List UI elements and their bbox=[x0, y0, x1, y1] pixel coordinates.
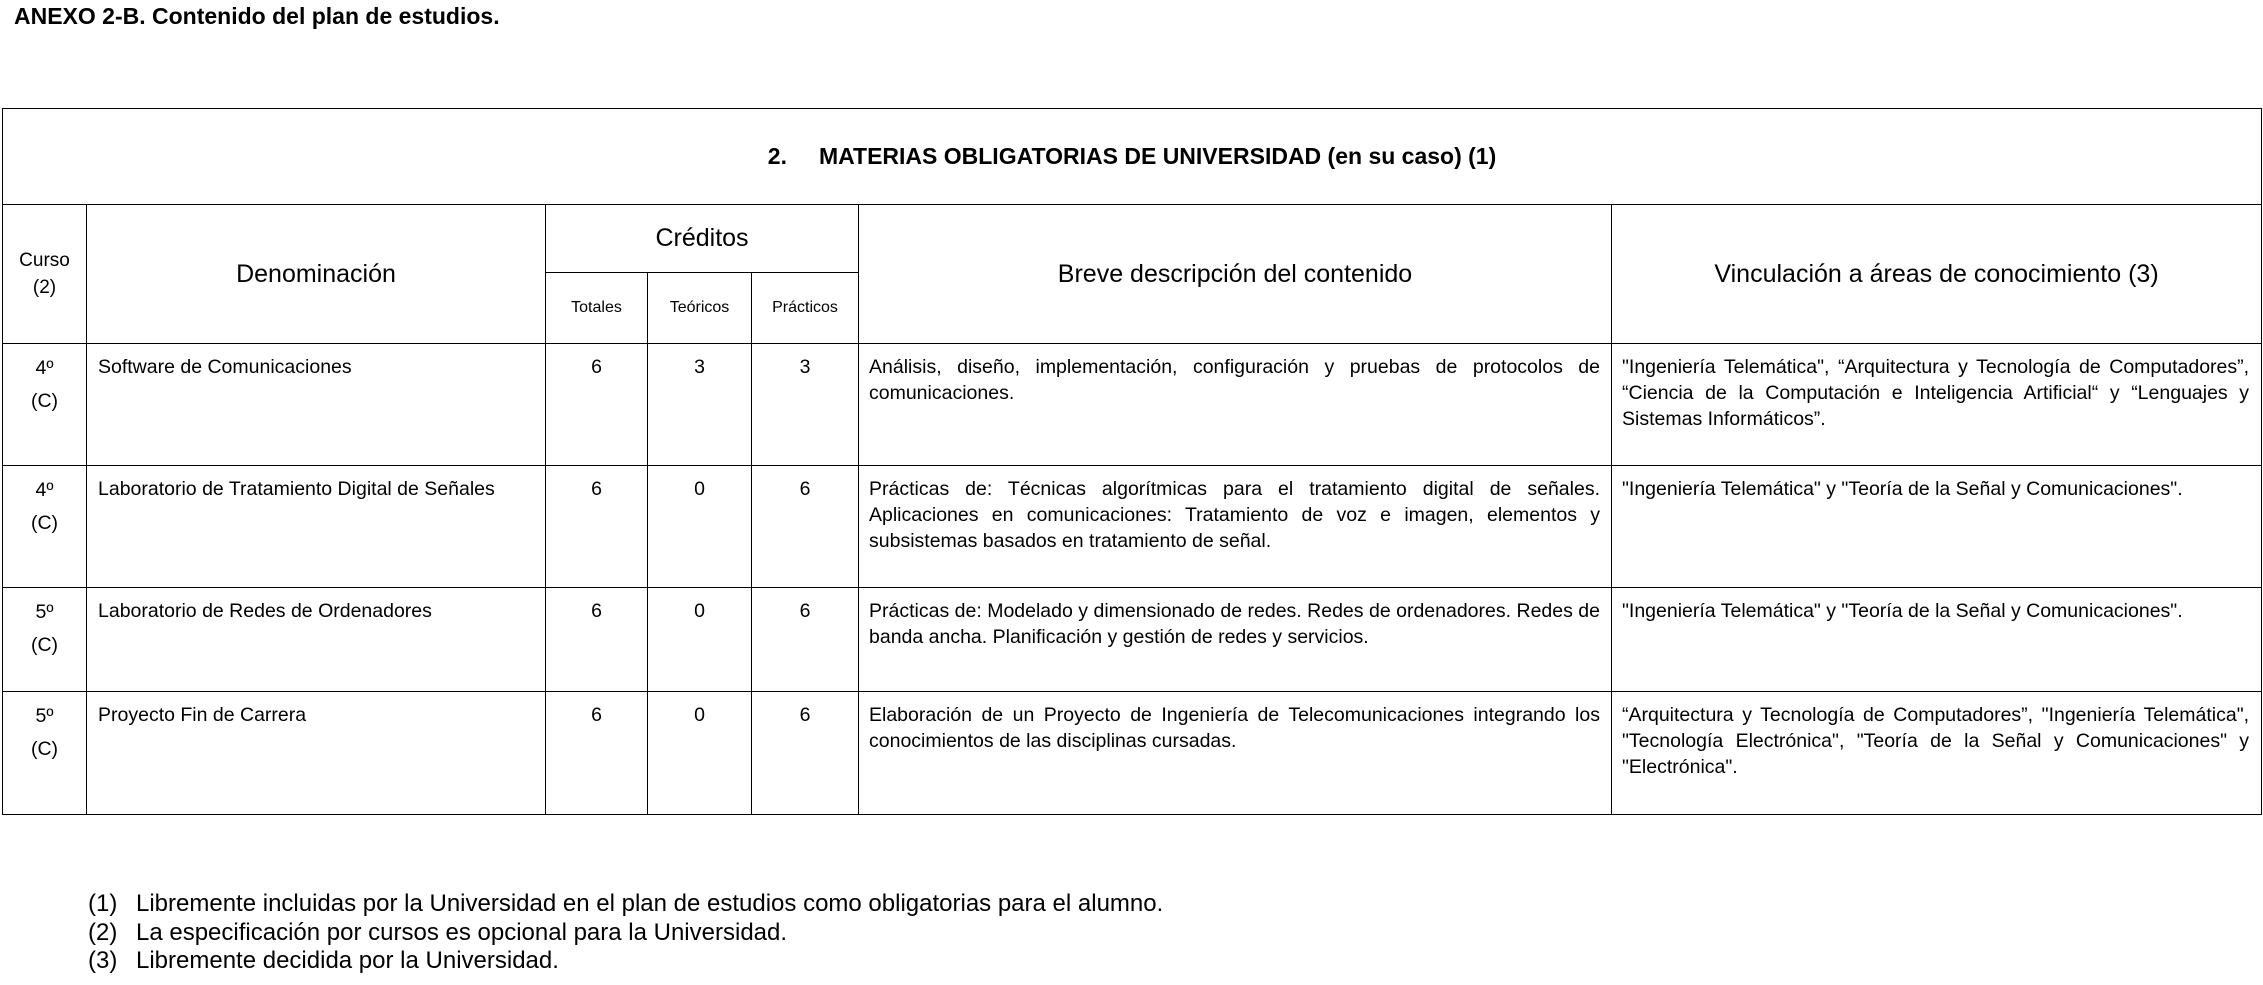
section-title bbox=[3, 109, 2262, 205]
header-totales: Totales bbox=[546, 273, 648, 344]
header-curso-label: Curso bbox=[19, 250, 70, 271]
footnote-marker: (2) bbox=[88, 918, 118, 946]
header-row bbox=[3, 205, 2262, 273]
table-row bbox=[3, 344, 2262, 466]
curso-cell bbox=[3, 588, 87, 692]
section-title-text: MATERIAS OBLIGATORIAS DE UNIVERSIDAD (en su caso) (1) bbox=[818, 143, 1497, 169]
practicos-cell: 3 bbox=[752, 344, 859, 466]
teoricos-cell: 3 bbox=[648, 344, 752, 466]
footnote bbox=[88, 890, 1163, 919]
descripcion-cell: Análisis, diseño, implementación, configuración y pruebas de protocolos de comunicaciones. bbox=[859, 344, 1612, 466]
table-row bbox=[3, 692, 2262, 815]
header-denominacion: Denominación bbox=[87, 205, 546, 344]
denominacion-cell: Laboratorio de Tratamiento Digital de Señales bbox=[87, 466, 546, 588]
teoricos-cell: 0 bbox=[648, 692, 752, 815]
footnote-text: La especificación por cursos es opcional para la Universidad. bbox=[136, 918, 788, 946]
curso-cell bbox=[3, 466, 87, 588]
curso-type: (C) bbox=[30, 738, 59, 760]
curso-type: (C) bbox=[30, 512, 59, 534]
practicos-cell: 6 bbox=[752, 692, 859, 815]
table-row bbox=[3, 466, 2262, 588]
teoricos-cell: 0 bbox=[648, 466, 752, 588]
header-vinculacion: Vinculación a áreas de conocimiento (3) bbox=[1612, 205, 2262, 344]
vinculacion-cell: "Ingeniería Telemática" y "Teoría de la Señal y Comunicaciones". bbox=[1612, 466, 2262, 588]
vinculacion-cell: “Arquitectura y Tecnología de Computadores”, "Ingeniería Telemática", "Tecnología Electrónica", "Teoría de la Señal y Comunicaciones" y "Electrónica". bbox=[1612, 692, 2262, 815]
practicos-cell: 6 bbox=[752, 466, 859, 588]
footnotes bbox=[88, 890, 1163, 976]
curso-cell bbox=[3, 344, 87, 466]
denominacion-cell: Software de Comunicaciones bbox=[87, 344, 546, 466]
header-curso-note: (2) bbox=[32, 277, 57, 298]
curso-cell bbox=[3, 692, 87, 815]
footnote-text: Libremente incluidas por la Universidad en el plan de estudios como obligatorias para el alumno. bbox=[136, 890, 1164, 917]
totales-cell: 6 bbox=[546, 692, 648, 815]
descripcion-cell: Prácticas de: Modelado y dimensionado de redes. Redes de ordenadores. Redes de banda ancha. Planificación y gestión de redes y servicios. bbox=[859, 588, 1612, 692]
footnote-marker: (3) bbox=[88, 947, 118, 974]
curso-type: (C) bbox=[30, 634, 59, 656]
header-practicos: Prácticos bbox=[752, 273, 859, 344]
descripcion-cell: Prácticas de: Técnicas algorítmicas para el tratamiento digital de señales. Aplicaciones en comunicaciones: Tratamiento de voz e imagen, elementos y subsistemas basados en tratamiento de señal. bbox=[859, 466, 1612, 588]
curriculum-table bbox=[2, 108, 2262, 815]
teoricos-cell: 0 bbox=[648, 588, 752, 692]
section-title-row bbox=[3, 109, 2262, 205]
header-teoricos: Teóricos bbox=[648, 273, 752, 344]
footnote bbox=[88, 947, 1163, 976]
denominacion-cell: Laboratorio de Redes de Ordenadores bbox=[87, 588, 546, 692]
practicos-cell: 6 bbox=[752, 588, 859, 692]
totales-cell: 6 bbox=[546, 344, 648, 466]
section-number: 2. bbox=[767, 143, 787, 169]
footnote bbox=[88, 919, 1163, 948]
descripcion-cell: Elaboración de un Proyecto de Ingeniería de Telecomunicaciones integrando los conocimientos de las disciplinas cursadas. bbox=[859, 692, 1612, 815]
totales-cell: 6 bbox=[546, 466, 648, 588]
footnote-text: Libremente decidida por la Universidad. bbox=[136, 947, 559, 974]
curso-type: (C) bbox=[30, 390, 59, 412]
curso-value: 5º bbox=[35, 601, 54, 623]
denominacion-cell: Proyecto Fin de Carrera bbox=[87, 692, 546, 815]
header-curso bbox=[3, 205, 87, 344]
vinculacion-cell: "Ingeniería Telemática", “Arquitectura y Tecnología de Computadores”, “Ciencia de la Computación e Inteligencia Artificial“ y “Lenguajes y Sistemas Informáticos”. bbox=[1612, 344, 2262, 466]
header-creditos: Créditos bbox=[546, 205, 859, 273]
totales-cell: 6 bbox=[546, 588, 648, 692]
curso-value: 4º bbox=[35, 357, 54, 379]
curso-value: 4º bbox=[35, 479, 54, 501]
footnote-marker: (1) bbox=[88, 890, 118, 917]
curso-value: 5º bbox=[35, 705, 54, 727]
table-row bbox=[3, 588, 2262, 692]
header-descripcion: Breve descripción del contenido bbox=[859, 205, 1612, 344]
vinculacion-cell: "Ingeniería Telemática" y "Teoría de la Señal y Comunicaciones". bbox=[1612, 588, 2262, 692]
document-title: ANEXO 2-B. Contenido del plan de estudios. bbox=[14, 3, 500, 29]
